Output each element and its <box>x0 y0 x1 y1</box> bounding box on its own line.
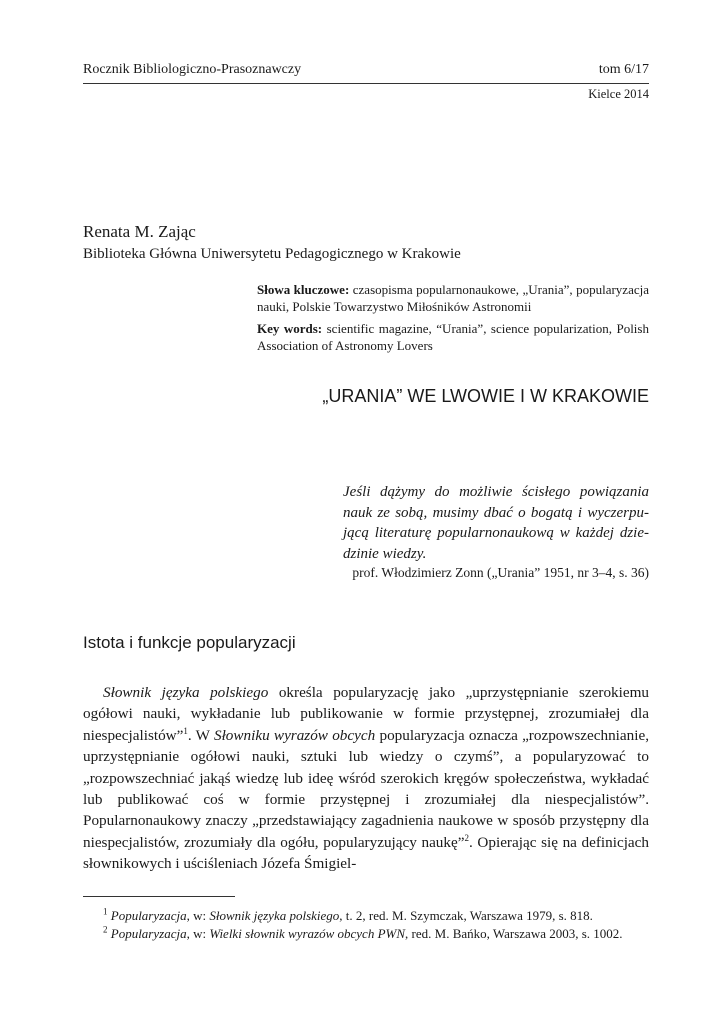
paragraph <box>83 682 649 875</box>
footnote-ref-1[interactable]: 1 <box>183 725 188 736</box>
keywords-polish <box>257 281 649 315</box>
footnote-italic: Popularyzacja <box>110 926 187 941</box>
footnote-text: , red. M. Bańko, Warszawa 2003, s. 1002. <box>405 926 623 941</box>
footnote-italic: Słownik języka polskiego <box>209 908 340 923</box>
footnote-ref-2[interactable]: 2 <box>464 832 469 843</box>
footnote-mark: 2 <box>103 924 108 935</box>
footnote-1 <box>83 907 649 925</box>
body-italic: Słownik języka polskiego <box>103 684 269 701</box>
body-span: . Opierając się na definicjach słownikowych i uściśleniach Józefa Śmigiel- <box>83 833 649 873</box>
keywords-polish-label: Słowa kluczowe: <box>257 282 350 297</box>
body-span: popularyzacja oznacza „rozpowszechnianie, uprzystępnianie ogółowi nauki, sztuki lub wiedzy o czymś”, a popularyzować to „rozpowszechniać jakąś wiedzę lub ideę wśród szerokich kręgów społeczeństwa, wykładać lub publikować coś w formie przystępnej i zrozumiałej dla niespecjalistów”. Popularnonaukowy znaczy „przedstawiający zagadnienia naukowe w sposób przystępny dla niespecjalistów, zrozumiały dla ogółu, popularyzujący naukę” <box>83 726 649 851</box>
body-span: określa popularyzację jako „uprzystępnianie szerokiemu ogółowi nauki, wykładanie lub publikowanie w formie przystępnej, zrozumiałej dla niespecjalistów” <box>83 684 649 744</box>
keywords-english-text: scientific magazine, “Urania”, science popularization, Polish Association of Astronomy Lovers <box>257 321 649 353</box>
footnote-text: , w: <box>186 908 210 923</box>
footnote-2 <box>83 925 649 943</box>
body-span: . W <box>187 726 214 744</box>
journal-name: Rocznik Bibliologiczno-Prasoznawczy <box>83 62 302 77</box>
footnote-rule <box>83 896 235 897</box>
footnote-text: , t. 2, red. M. Szymczak, Warszawa 1979, s. 818. <box>339 908 593 923</box>
footnote-italic: Wielki słownik wyrazów obcych PWN <box>209 926 406 941</box>
motto-source: prof. Włodzimierz Zonn („Urania” 1951, nr 3–4, s. 36) <box>352 565 649 580</box>
keywords-english-label: Key words: <box>257 321 323 336</box>
author-affiliation: Biblioteka Główna Uniwersytetu Pedagogicznego w Krakowie <box>83 246 461 262</box>
keywords-english <box>257 320 649 354</box>
article-title: „URANIA” WE LWOWIE I W KRAKOWIE <box>322 386 649 406</box>
footnote-mark: 1 <box>103 906 108 917</box>
place-year: Kielce 2014 <box>588 87 649 101</box>
body-text <box>83 682 649 875</box>
author-name: Renata M. Zając <box>83 222 196 241</box>
footnote-text: , w: <box>186 926 210 941</box>
volume-number: tom 6/17 <box>598 62 649 77</box>
section-title: Istota i funkcje popularyzacji <box>83 633 296 652</box>
motto-quote: Jeśli dążymy do możliwie ścisłego powiązania nauk ze sobą, musimy dbać o bogatą i wyczerpującą literaturę popularnonaukową w każdej dziedzinie wiedzy. <box>343 484 649 562</box>
keywords-polish-text: czasopisma popularnonaukowe, „Urania”, popularyzacja nauki, Polskie Towarzystwo Miłośników Astronomii <box>257 282 649 314</box>
body-italic: Słowniku wyrazów obcych <box>213 726 376 744</box>
header-rule <box>83 83 649 84</box>
footnote-italic: Popularyzacja <box>110 908 187 923</box>
